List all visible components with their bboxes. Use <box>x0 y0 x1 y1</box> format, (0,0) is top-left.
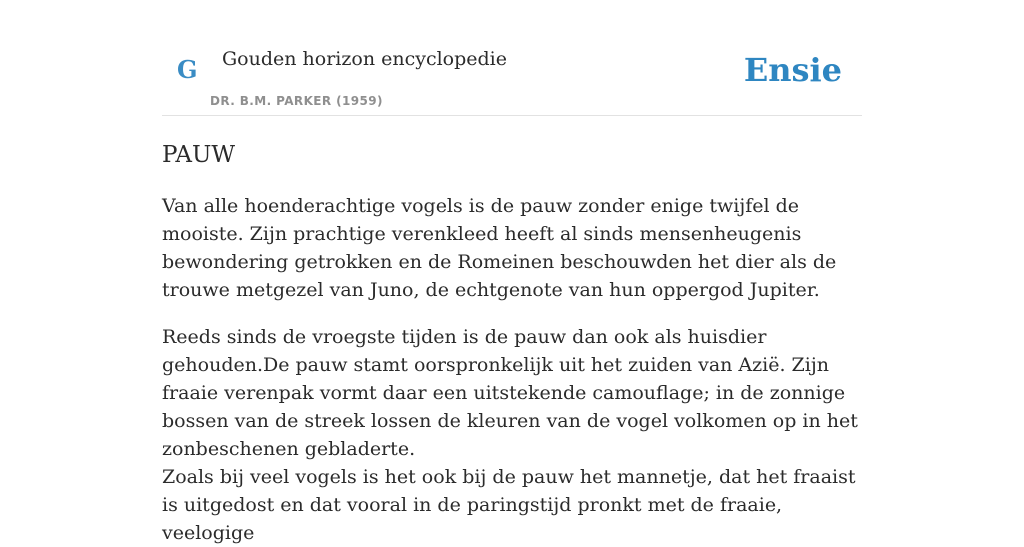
encyclopedia-logo-icon[interactable]: G <box>177 55 198 84</box>
entry-title: PAUW <box>162 142 235 168</box>
paragraph-3: Zoals bij veel vogels is het ook bij de pauw het mannetje, dat het fraaist is uitgedost en dat vooral in de paringstijd pronkt met de fraaie, veelogige <box>162 466 856 544</box>
paragraph-1: Van alle hoenderachtige vogels is de pauw zonder enige twijfel de mooiste. Zijn prachtige verenkleed heeft al sinds mensenheugenis bewondering getrokken en de Romeinen beschouwden het dier als de trouwe metgezel van Juno, de echtgenote van hun oppergod Jupiter. <box>162 195 837 301</box>
book-title-link[interactable]: Gouden horizon encyclopedie <box>222 48 507 70</box>
author-label: DR. B.M. PARKER (1959) <box>210 94 383 108</box>
paragraph-2: Reeds sinds de vroegste tijden is de pauw dan ook als huisdier gehouden.De pauw stamt oorspronkelijk uit het zuiden van Azië. Zijn fraaie verenpak vormt daar een uitstekende camouflage; in de zonnige bossen van de streek lossen de kleuren van de vogel volkomen op in het zonbeschenen gebladerte. <box>162 326 858 460</box>
article-page <box>162 0 862 544</box>
ensie-logo-link[interactable]: Ensie <box>743 51 842 89</box>
page-header <box>162 0 862 116</box>
